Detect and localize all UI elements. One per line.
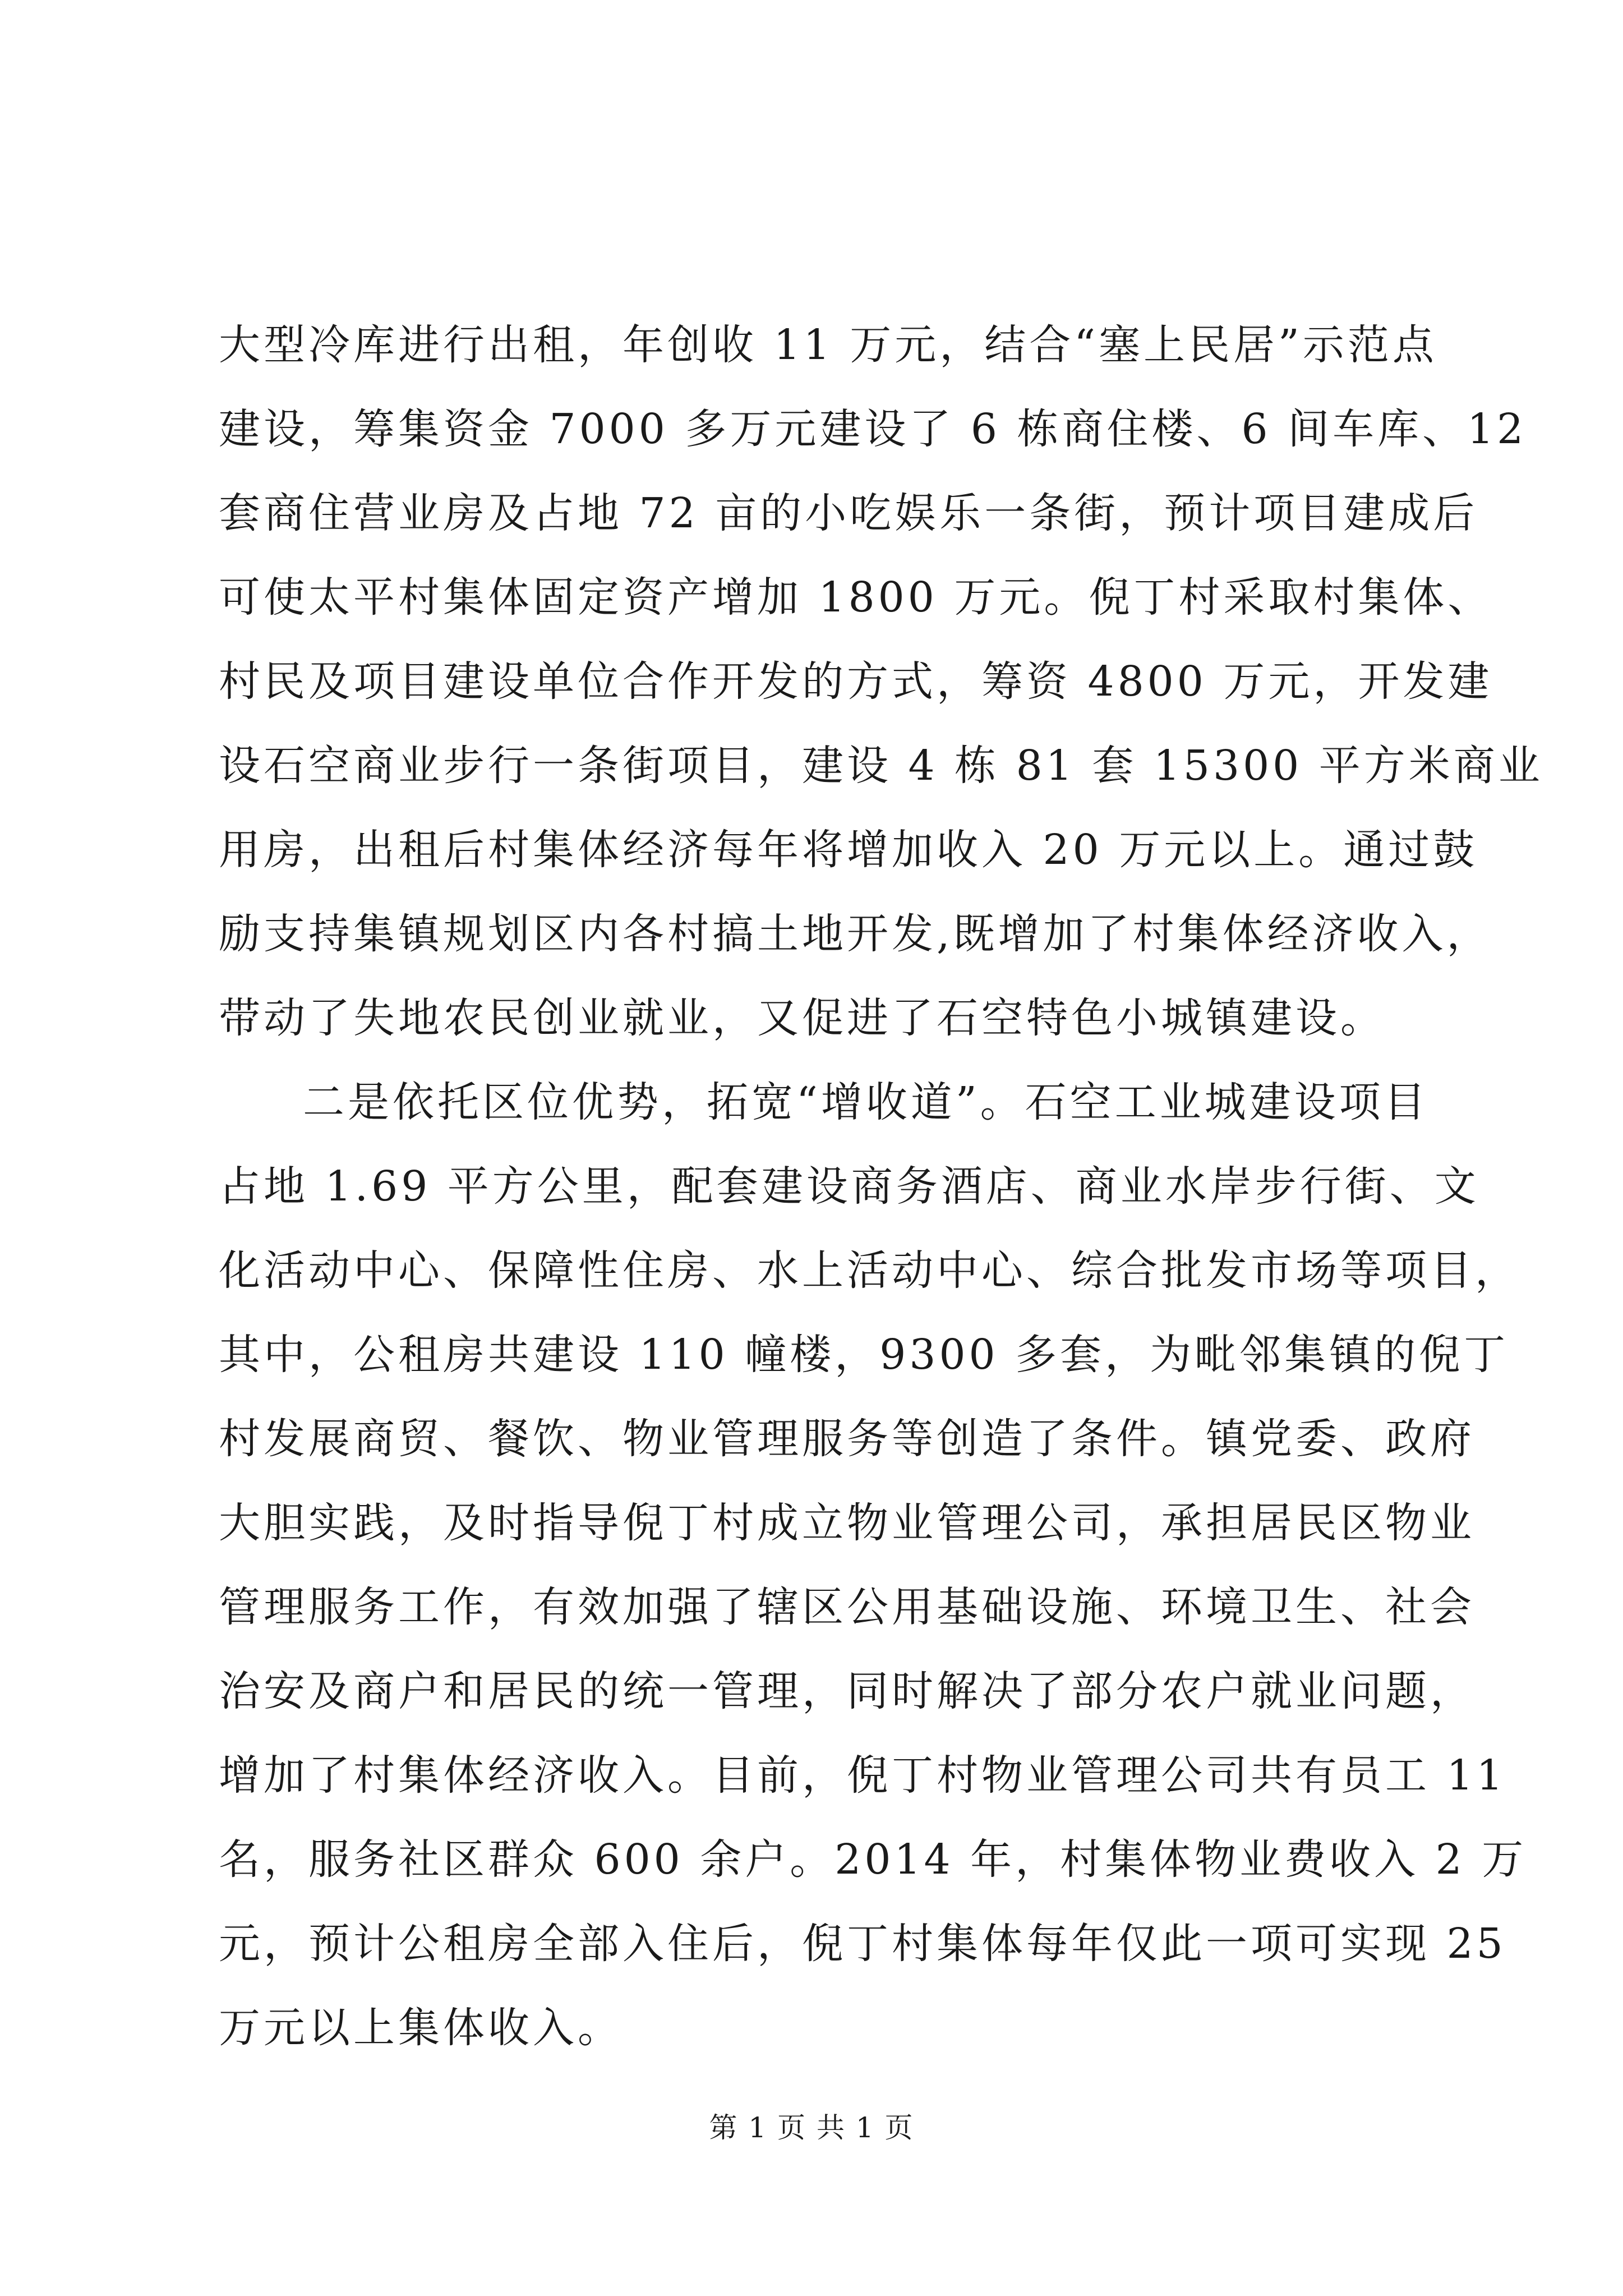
text-line: 建设，筹集资金 7000 多万元建设了 6 栋商住楼、6 间车库、12 <box>219 405 1527 453</box>
text-line: 其中，公租房共建设 110 幢楼，9300 多套，为毗邻集镇的倪丁 <box>219 1331 1509 1379</box>
text-line: 村民及项目建设单位合作开发的方式，筹资 4800 万元，开发建 <box>219 657 1493 706</box>
text-line: 化活动中心、保障性住房、水上活动中心、综合批发市场等项目， <box>219 1246 1520 1295</box>
text-line: 设石空商业步行一条街项目，建设 4 栋 81 套 15300 平方米商业 <box>219 742 1543 790</box>
text-line: 管理服务工作，有效加强了辖区公用基础设施、环境卫生、社会 <box>219 1583 1475 1631</box>
text-line: 占地 1.69 平方公里，配套建设商务酒店、商业水岸步行街、文 <box>219 1162 1479 1211</box>
text-line: 万元以上集体收入。 <box>219 2004 623 2052</box>
page-footer: 第 1 页 共 1 页 <box>709 2111 914 2144</box>
text-line: 带动了失地农民创业就业，又促进了石空特色小城镇建设。 <box>219 994 1385 1042</box>
text-line: 元，预计公租房全部入住后，倪丁村集体每年仅此一项可实现 25 <box>219 1920 1506 1968</box>
text-line: 增加了村集体经济收入。目前，倪丁村物业管理公司共有员工 11 <box>219 1751 1506 1800</box>
text-line: 村发展商贸、餐饮、物业管理服务等创造了条件。镇党委、政府 <box>219 1415 1475 1463</box>
text-line: 套商住营业房及占地 72 亩的小吃娱乐一条街，预计项目建成后 <box>219 489 1478 537</box>
text-line: 可使太平村集体固定资产增加 1800 万元。倪丁村采取村集体、 <box>219 573 1493 622</box>
text-line: 大胆实践，及时指导倪丁村成立物业管理公司，承担居民区物业 <box>219 1499 1475 1547</box>
text-line: 治安及商户和居民的统一管理，同时解决了部分农户就业问题， <box>219 1667 1475 1715</box>
text-line: 用房，出租后村集体经济每年将增加收入 20 万元以上。通过鼓 <box>219 826 1478 874</box>
text-line: 名，服务社区群众 600 余户。2014 年，村集体物业费收入 2 万 <box>219 1835 1527 1884</box>
paragraph-first-line: 二是依托区位优势，拓宽“增收道”。石空工业城建设项目 <box>303 1078 1429 1126</box>
text-line: 励支持集镇规划区内各村搞土地开发,既增加了村集体经济收入， <box>219 910 1492 958</box>
text-line: 大型冷库进行出租，年创收 11 万元，结合“塞上民居”示范点 <box>219 321 1437 369</box>
